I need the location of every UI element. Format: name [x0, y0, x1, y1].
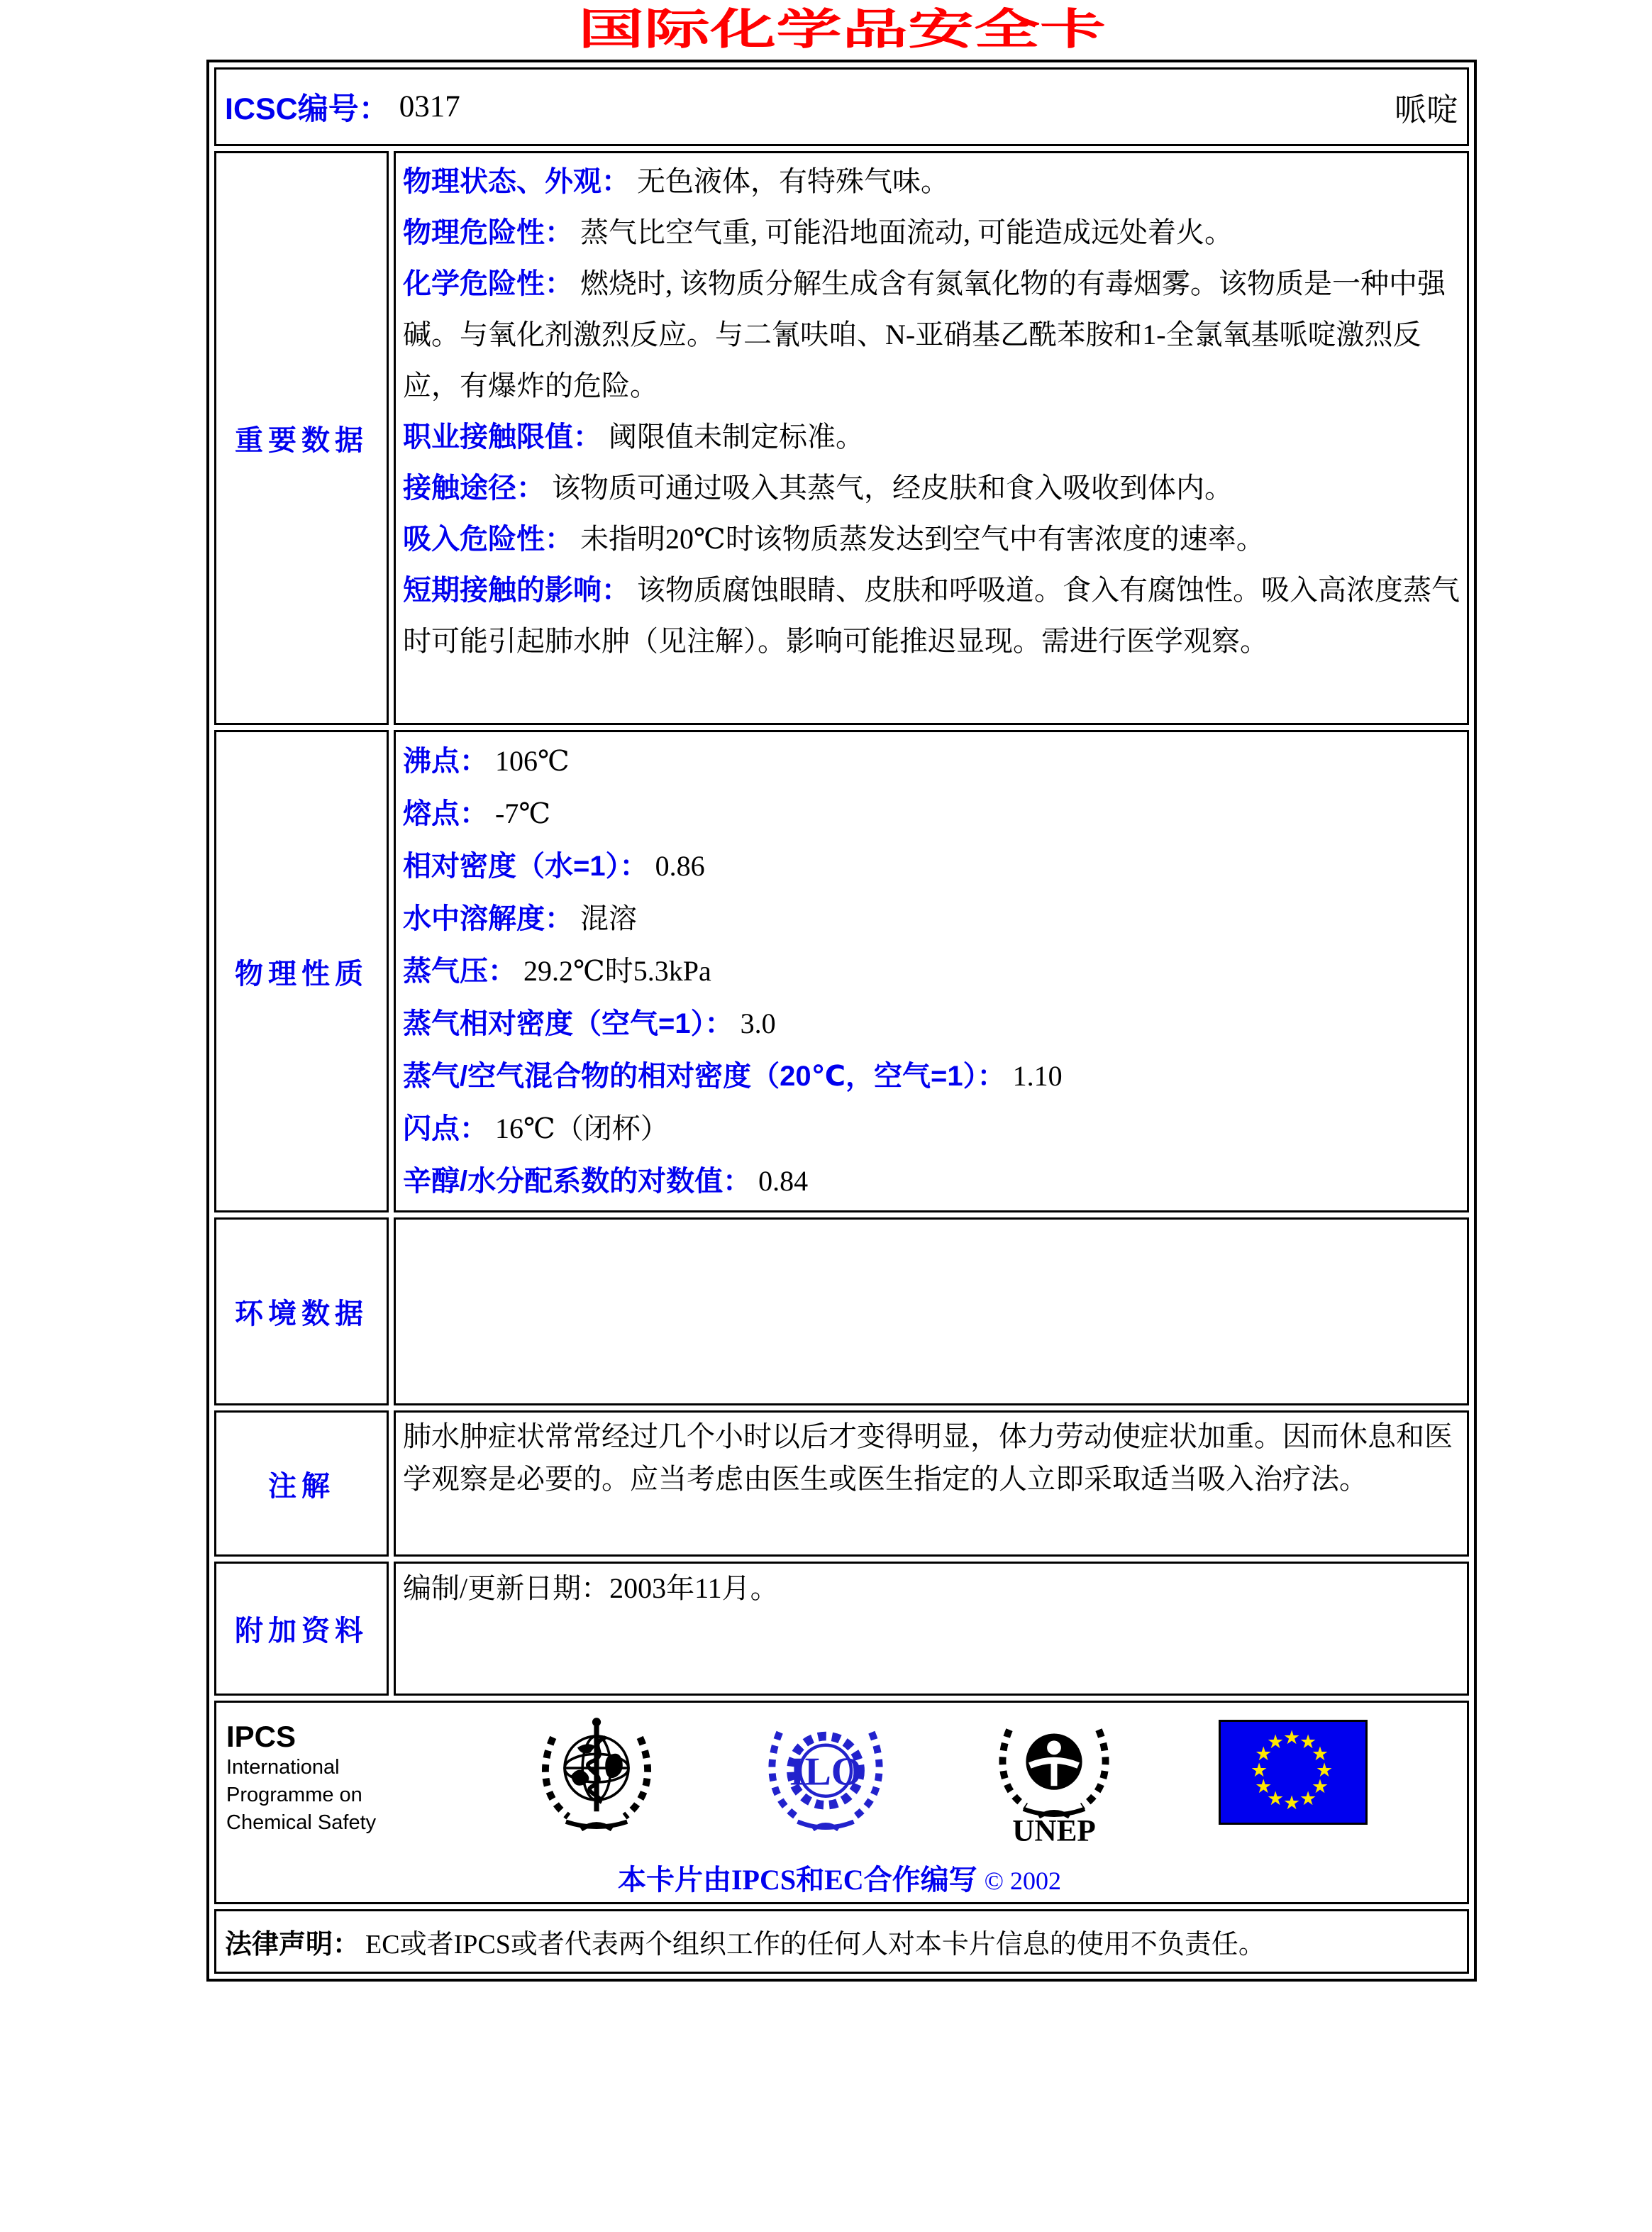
header-row — [214, 67, 1469, 146]
content-line — [403, 1567, 1460, 1611]
eu-star-icon: ★ — [1316, 1759, 1334, 1781]
eu-star-icon: ★ — [1267, 1731, 1285, 1754]
content-line — [403, 1103, 1460, 1155]
content-line — [403, 411, 1460, 463]
field-label: 相对密度（水=1）： — [403, 851, 648, 882]
ilo-logo-icon — [762, 1713, 889, 1844]
field-label: 蒸气/空气混合物的相对密度（20℃，空气=1）： — [403, 1061, 1006, 1092]
content-line — [403, 840, 1460, 893]
section-row-notes — [214, 1410, 1469, 1557]
eu-star-icon: ★ — [1283, 1727, 1301, 1749]
section-content-additional-info — [394, 1562, 1469, 1696]
content-line — [403, 1415, 1460, 1501]
field-value: 混溶 — [580, 902, 637, 934]
section-label-additional-info: 附加资料 — [214, 1562, 389, 1696]
unep-logo-icon — [990, 1713, 1118, 1847]
field-value: 16℃（闭杯） — [495, 1112, 669, 1144]
field-label: 接触途径： — [403, 473, 545, 504]
section-row-environmental-data — [214, 1217, 1469, 1405]
eu-star-icon: ★ — [1255, 1743, 1273, 1765]
field-value: 无色液体，有特殊气味。 — [637, 165, 949, 197]
section-label-environmental-data: 环境数据 — [214, 1217, 389, 1405]
field-value: -7℃ — [495, 797, 551, 829]
icsc-number-value: 0317 — [399, 90, 460, 123]
field-label: 短期接触的影响： — [403, 575, 630, 606]
field-value: 未指明20℃时该物质蒸发达到空气中有害浓度的速率。 — [580, 523, 1265, 555]
legal-label: 法律声明： — [225, 1930, 360, 1960]
legal-cell — [214, 1909, 1469, 1974]
content-line — [403, 998, 1460, 1050]
content-line — [403, 565, 1460, 667]
section-content-environmental-data — [394, 1217, 1469, 1405]
ipcs-text-block: IPCS International Programme on Chemical Safety — [226, 1713, 432, 1837]
eu-star-icon: ★ — [1299, 1787, 1317, 1810]
field-label: 熔点： — [403, 798, 488, 829]
field-value: 0.84 — [758, 1165, 809, 1197]
section-label-notes: 注解 — [214, 1410, 389, 1557]
field-value: 该物质可通过吸入其蒸气，经皮肤和食入吸收到体内。 — [552, 472, 1233, 504]
content-line — [403, 156, 1460, 207]
field-value: 阈限值未制定标准。 — [609, 421, 864, 453]
field-value: 106℃ — [495, 745, 570, 777]
icsc-card-page — [0, 4, 1652, 2232]
field-value: 燃烧时, 该物质分解生成含有氮氧化物的有毒烟雾。该物质是一种中强碱。与氧化剂激烈反应。与二氰呋咱、N-亚硝基乙酰苯胺和1-全氯氧基哌啶激烈反应，有爆炸的危险。 — [403, 267, 1446, 402]
content-line — [403, 945, 1460, 998]
field-value: 该物质腐蚀眼睛、皮肤和呼吸道。食入有腐蚀性。吸入高浓度蒸气时可能引起肺水肿（见注解）。影响可能推迟显现。需进行医学观察。 — [403, 574, 1460, 657]
who-logo-icon — [533, 1713, 660, 1844]
eu-star-icon: ★ — [1311, 1776, 1329, 1798]
field-label: 闪点： — [403, 1113, 488, 1144]
content-line — [403, 463, 1460, 514]
section-row-additional-info — [214, 1562, 1469, 1696]
eu-star-icon: ★ — [1267, 1787, 1285, 1810]
unep-logo-text: UNEP — [1011, 1814, 1096, 1844]
field-label: 水中溶解度： — [403, 903, 573, 934]
card-caption: 本卡片由IPCS和EC合作编写 © 2002 — [617, 1864, 1062, 1896]
ipcs-acronym: IPCS — [226, 1720, 296, 1753]
field-value: 0.86 — [655, 850, 705, 882]
field-value: 蒸气比空气重, 可能沿地面流动, 可能造成远处着火。 — [580, 216, 1233, 248]
section-content-notes — [394, 1410, 1469, 1557]
content-line — [403, 893, 1460, 945]
content-line — [403, 1050, 1460, 1103]
logos-cell — [214, 1701, 1469, 1904]
content-line — [403, 258, 1460, 411]
logos-row — [214, 1701, 1469, 1904]
eu-star-icon: ★ — [1283, 1792, 1301, 1814]
eu-star-icon: ★ — [1311, 1743, 1329, 1765]
section-content-physical-properties — [394, 730, 1469, 1212]
field-value: 3.0 — [740, 1007, 776, 1039]
eu-star-icon: ★ — [1299, 1731, 1317, 1754]
field-label: 蒸气相对密度（空气=1）： — [403, 1008, 733, 1039]
section-row-important-data — [214, 151, 1469, 725]
section-row-physical-properties — [214, 730, 1469, 1212]
legal-row — [214, 1909, 1469, 1974]
chemical-name: 哌啶 — [1394, 92, 1458, 128]
icsc-number-label: ICSC编号： — [225, 92, 389, 126]
content-line — [403, 207, 1460, 258]
eu-star-icon: ★ — [1251, 1759, 1268, 1781]
copyright: © 2002 — [984, 1867, 1062, 1895]
field-label: 辛醇/水分配系数的对数值： — [403, 1166, 752, 1197]
content-line — [403, 788, 1460, 840]
page-title-wrap — [206, 4, 1477, 60]
field-label: 物理危险性： — [403, 217, 573, 248]
field-label: 吸入危险性： — [403, 524, 573, 555]
field-label: 职业接触限值： — [403, 421, 602, 453]
section-label-physical-properties: 物理性质 — [214, 730, 389, 1212]
content-line — [403, 1155, 1460, 1208]
content-line — [403, 514, 1460, 565]
field-label: 化学危险性： — [403, 268, 573, 299]
field-value: 29.2℃时5.3kPa — [523, 955, 711, 987]
icsc-card-table — [206, 60, 1477, 1982]
header-cell — [214, 67, 1469, 146]
field-label: 沸点： — [403, 746, 488, 777]
ilo-logo-text: ILO — [789, 1750, 862, 1794]
page-title: 国际化学品安全卡 — [577, 6, 1106, 53]
field-value: 编制/更新日期：2003年11月。 — [403, 1572, 779, 1604]
content-line — [403, 735, 1460, 788]
section-content-important-data — [394, 151, 1469, 725]
eu-star-icon: ★ — [1255, 1776, 1273, 1798]
legal-text: EC或者IPCS或者代表两个组织工作的任何人对本卡片信息的使用不负责任。 — [365, 1930, 1265, 1960]
eu-flag — [1219, 1720, 1368, 1825]
field-value: 1.10 — [1012, 1060, 1063, 1092]
field-label: 蒸气压： — [403, 956, 516, 987]
section-label-important-data: 重要数据 — [214, 151, 389, 725]
field-label: 物理状态、外观： — [403, 166, 630, 197]
field-value: 肺水肿症状常常经过几个小时以后才变得明显，体力劳动使症状加重。因而休息和医学观察是必要的。应当考虑由医生或医生指定的人立即采取适当吸入治疗法。 — [403, 1420, 1453, 1495]
